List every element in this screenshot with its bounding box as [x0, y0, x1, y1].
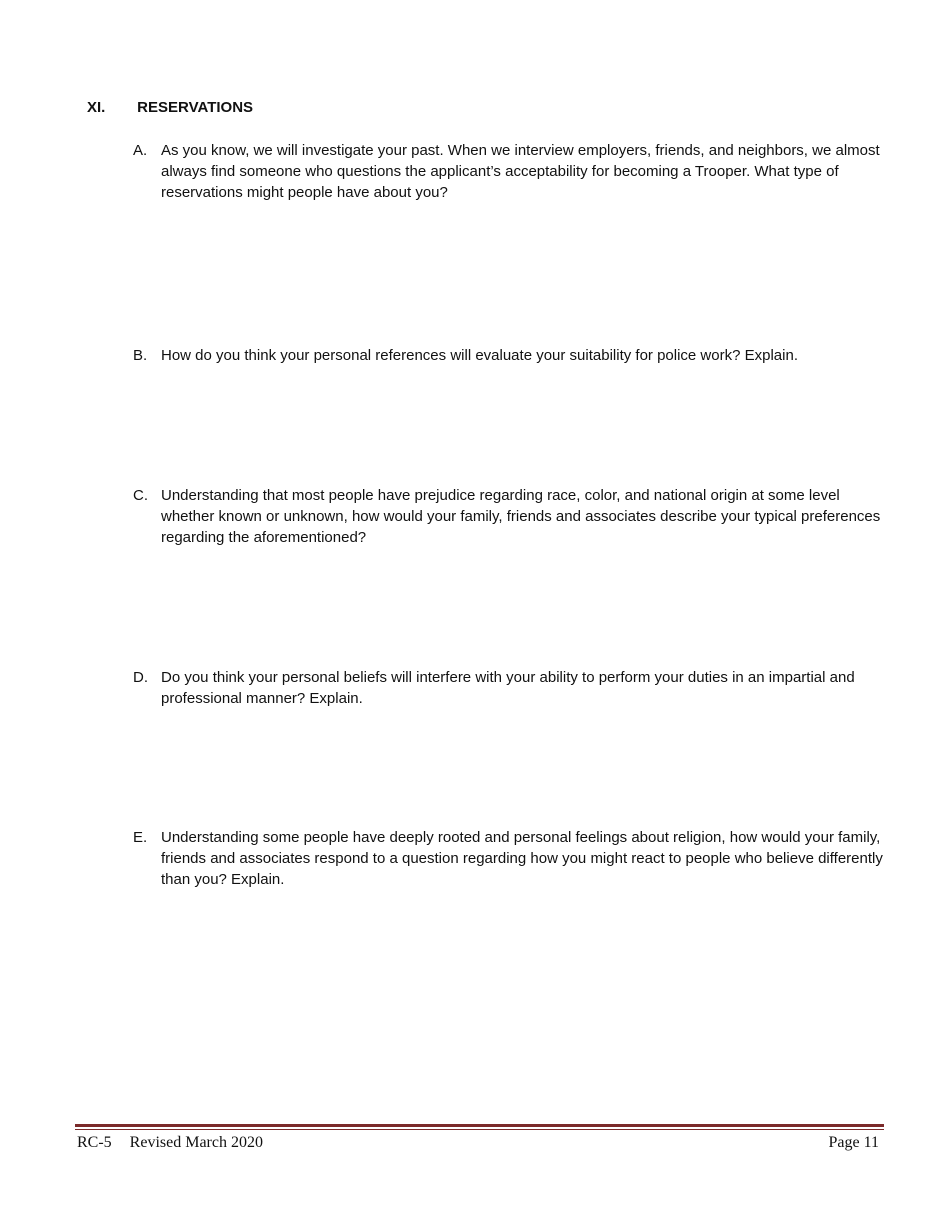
- question-text: Do you think your personal beliefs will interfere with your ability to perform your duties in an impartial and professional manner? Explain.: [161, 669, 855, 707]
- question-a: [133, 140, 885, 203]
- question-letter: B.: [133, 347, 148, 364]
- form-code: RC-5: [77, 1134, 112, 1151]
- question-letter: A.: [133, 142, 148, 159]
- section-number: XI.: [87, 99, 106, 116]
- footer-rule: [75, 1124, 884, 1127]
- question-d: [133, 667, 885, 709]
- question-text: As you know, we will investigate your past. When we interview employers, friends, and neighbors, we almost always find someone who questions the applicant’s acceptability for becoming a Trooper. What type of reservations might people have about you?: [161, 142, 880, 201]
- question-letter: C.: [133, 487, 148, 504]
- page-number: Page 11: [828, 1134, 879, 1151]
- footer-rule-thin: [75, 1129, 884, 1130]
- section-title: RESERVATIONS: [137, 99, 254, 116]
- question-b: [133, 345, 885, 366]
- question-text: Understanding that most people have prejudice regarding race, color, and national origin at some level whether known or unknown, how would your family, friends and associates describe your typical preferences regarding the aforementioned?: [161, 487, 881, 546]
- question-letter: E.: [133, 829, 148, 846]
- footer-left: [77, 1133, 263, 1153]
- question-c: [133, 485, 885, 548]
- question-text: Understanding some people have deeply rooted and personal feelings about religion, how would your family, friends and associates respond to a question regarding how you might react to people who believe differently than you? Explain.: [161, 829, 883, 888]
- section-heading: [87, 99, 253, 117]
- revision-date: Revised March 2020: [129, 1134, 263, 1151]
- question-text: How do you think your personal references will evaluate your suitability for police work? Explain.: [161, 347, 798, 364]
- question-letter: D.: [133, 669, 148, 686]
- question-e: [133, 827, 885, 890]
